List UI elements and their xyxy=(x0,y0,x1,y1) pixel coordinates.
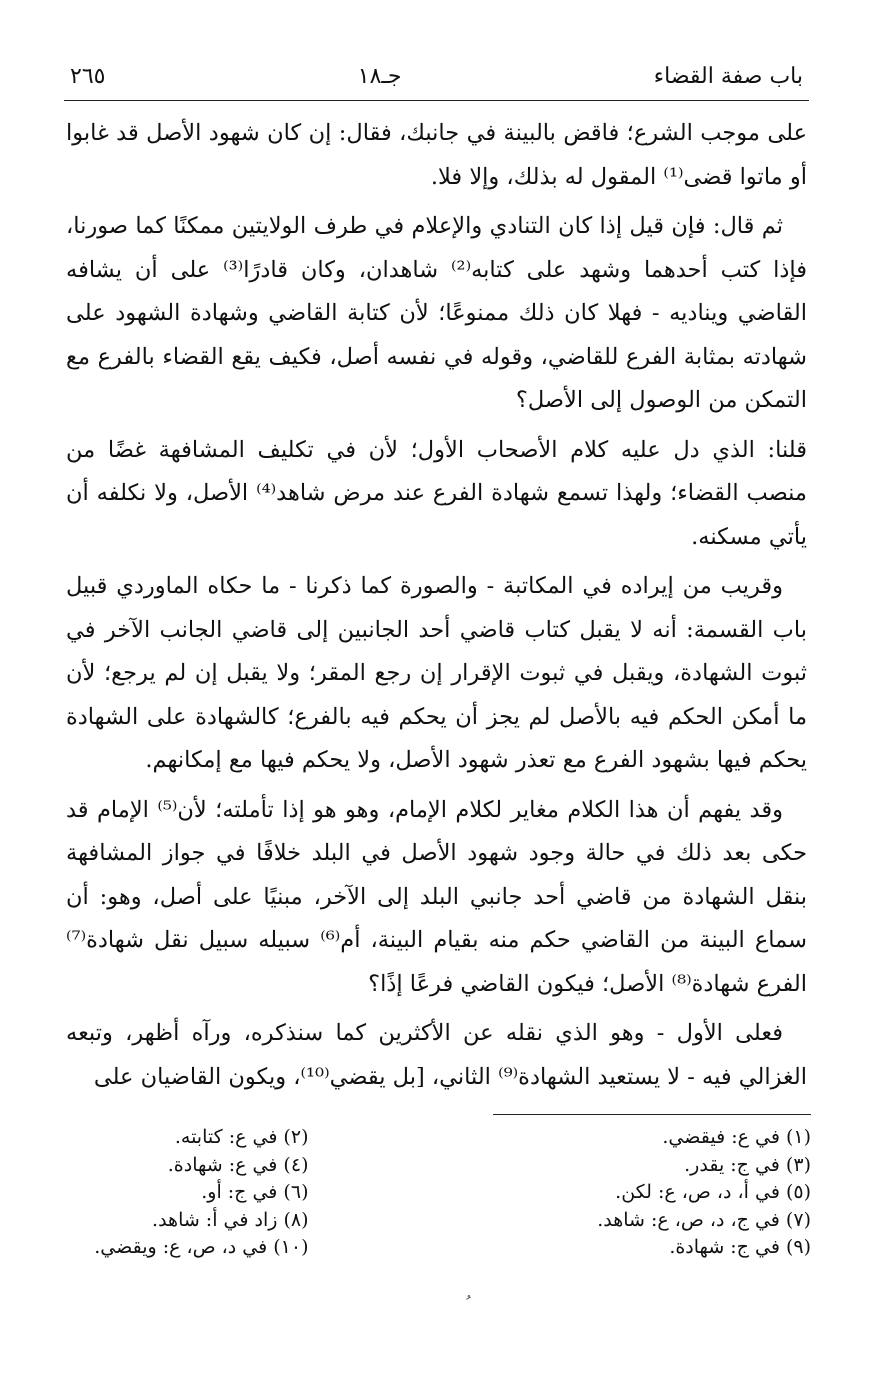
footnote: (٨) زاد في أ: شاهد. xyxy=(152,1208,309,1231)
footnote: (١) في ع: فيقضي. xyxy=(662,1126,811,1148)
footnote: (٧) في ج، د، ص، ع: شاهد. xyxy=(597,1208,811,1231)
page-number: ٢٦٥ xyxy=(70,63,106,89)
volume-label: جـ١٨ xyxy=(357,63,402,89)
footnote: (٩) في ج: شهادة. xyxy=(669,1236,811,1258)
running-header xyxy=(70,56,803,96)
footnote: (٢) في ع: كتابته. xyxy=(174,1126,309,1148)
footnote: (٦) في ج: أو. xyxy=(201,1181,309,1203)
footnote: (٥) في أ، د، ص، ع: لكن. xyxy=(615,1181,811,1203)
main-text xyxy=(66,112,807,1105)
footnote-divider xyxy=(493,1114,811,1115)
footnotes xyxy=(66,1124,811,1262)
paragraph: ثم قال: فإن قيل إذا كان التنادي والإعلام في طرف الولايتين ممكنًا كما صورنا، فإذا كتب أحدهما وشهد على كتابه⁽²⁾ شاهدان، وكان قادرًا⁽³⁾ على أن يشافه القاضي ويناديه - فهلا كان ذلك ممنوعًا؛ لأن كتابة القاضي وشهادة الشهود على شهادته بمثابة الفرع للقاضي، وقوله في نفسه أصل، فكيف يقع القضاء بالفرع مع التمكن من الوصول إلى الأصل؟ xyxy=(66,213,807,413)
margin-mark: ﹸ xyxy=(466,1294,471,1313)
paragraph: وقريب من إيراده في المكاتبة - والصورة كما ذكرنا - ما حكاه الماوردي قبيل باب القسمة: أنه لا يقبل كتاب قاضي أحد الجانبين إلى قاضي الجانب الآخر في ثبوت الشهادة، ويقبل في ثبوت الإقرار إن رجع المقر؛ ولا يقبل إن لم يرجع؛ لأن ما أمكن الحكم فيه بالأصل لم يجز أن يحكم فيه بالفرع؛ كالشهادة على الشهادة يحكم فيها بشهود الفرع مع تعذر شهود الأصل، ولا يحكم فيها مع إمكانهم. xyxy=(66,573,807,773)
footnote: (٤) في ع: شهادة. xyxy=(167,1153,309,1176)
header-divider xyxy=(64,100,809,101)
footnote: (١٠) في د، ص، ع: ويقضي. xyxy=(94,1236,309,1258)
footnote: (٣) في ج: يقدر. xyxy=(684,1153,811,1176)
paragraph: فعلى الأول - وهو الذي نقله عن الأكثرين كما سنذكره، ورآه أظهر، وتبعه الغزالي فيه - لا يستعيد الشهادة⁽⁹⁾ الثاني، [بل يقضي⁽¹⁰⁾، ويكون القاضيان على xyxy=(66,1020,807,1090)
chapter-title: باب صفة القضاء xyxy=(653,63,803,89)
paragraph: قلنا: الذي دل عليه كلام الأصحاب الأول؛ لأن في تكليف المشافهة غضًا من منصب القضاء؛ ولهذا تسمع شهادة الفرع عند مرض شاهد⁽⁴⁾ الأصل، ولا نكلفه أن يأتي مسكنه. xyxy=(66,436,807,550)
paragraph: وقد يفهم أن هذا الكلام مغاير لكلام الإمام، وهو هو إذا تأملته؛ لأن⁽⁵⁾ الإمام قد حكى بعد ذلك في حالة وجود شهود الأصل في البلد خلافًا في جواز المشافهة بنقل الشهادة من قاضي أحد جانبي البلد إلى الآخر، مبنيًا على أصل، وهو: أن سماع البينة من القاضي حكم منه بقيام البينة، أم⁽⁶⁾ سبيله سبيل نقل شهادة⁽⁷⁾ الفرع شهادة⁽⁸⁾ الأصل؛ فيكون القاضي فرعًا إذًا؟ xyxy=(66,796,807,997)
paragraph: على موجب الشرع؛ فاقض بالبينة في جانبك، فقال: إن كان شهود الأصل قد غابوا أو ماتوا قضى⁽¹⁾ المقول له بذلك، وإلا فلا. xyxy=(66,120,807,190)
